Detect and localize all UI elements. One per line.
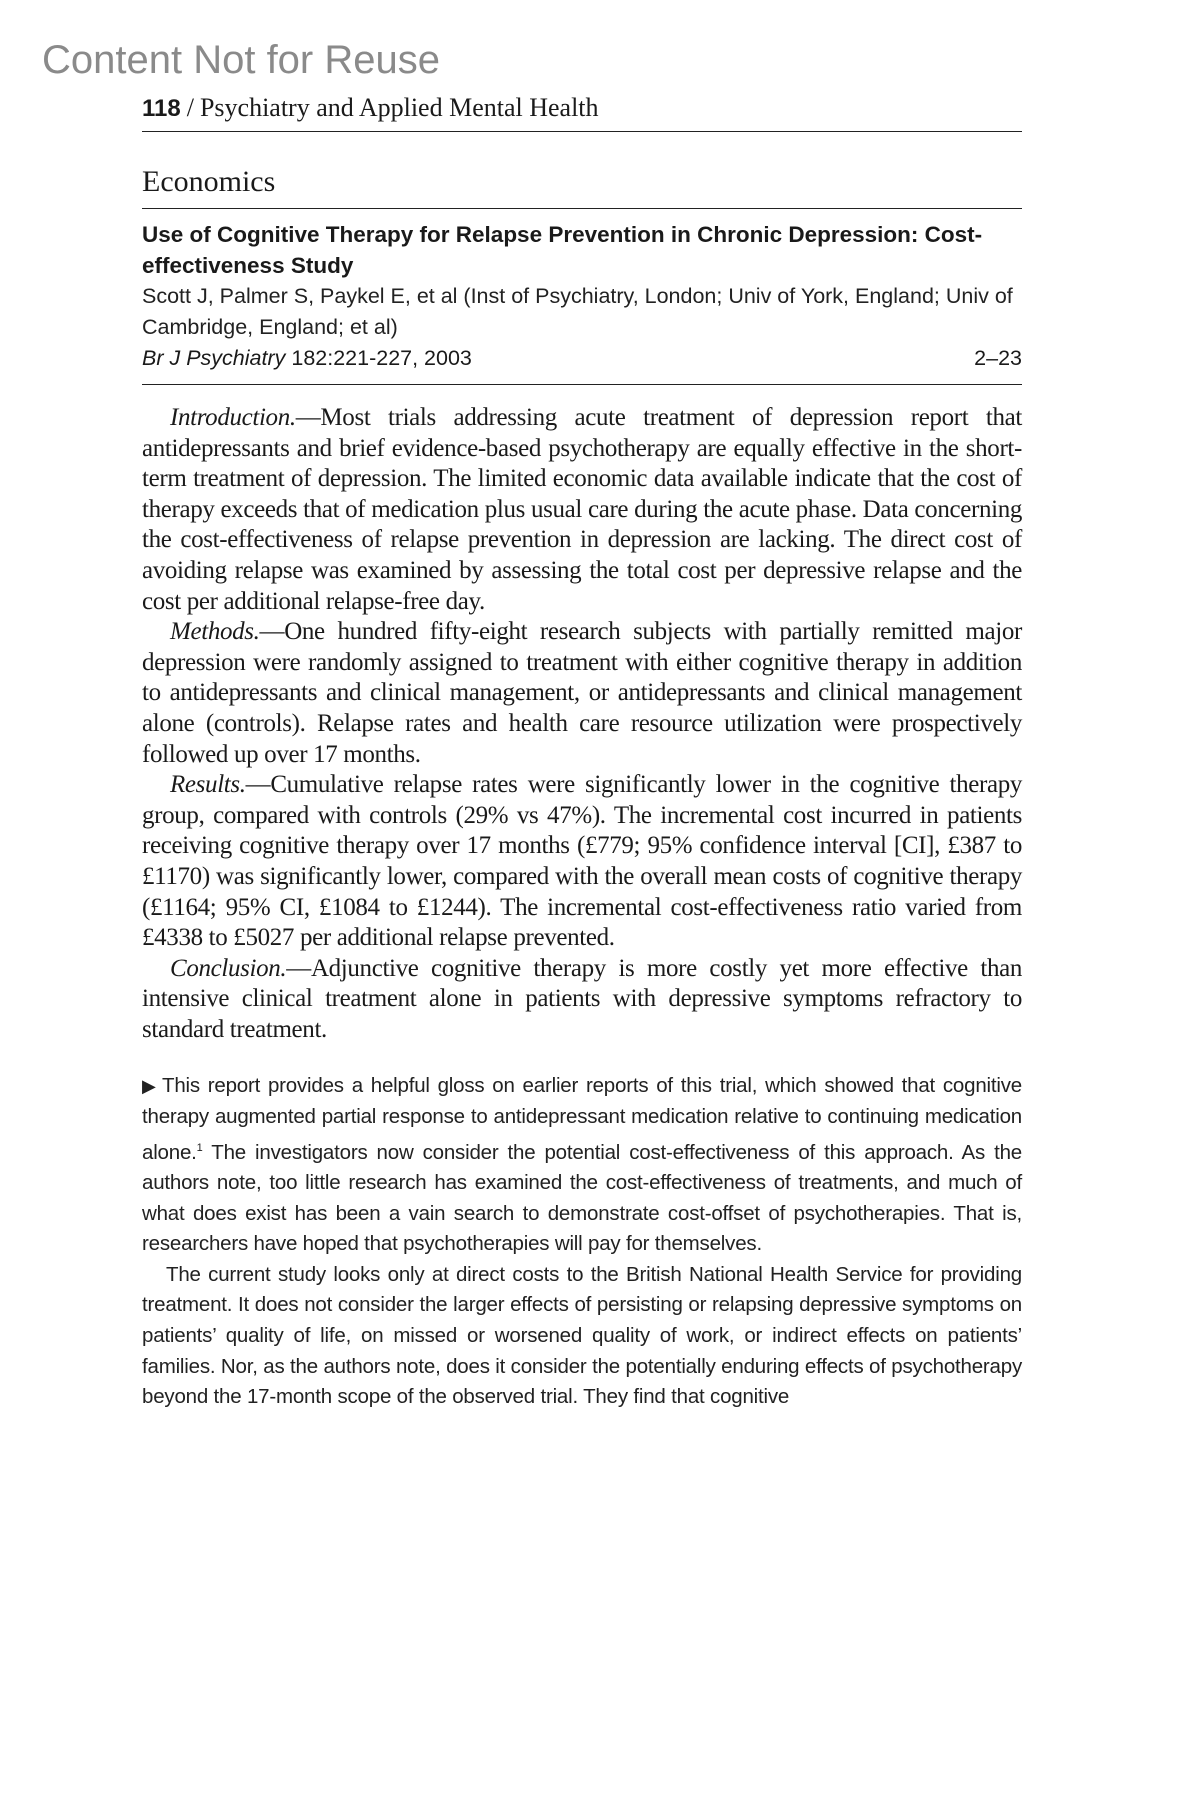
commentary-text-1b: The investigators now consider the potential cost-effectiveness of this approach. As the authors note, too little research has examined the cost-effectiveness of treatments, and much of what does exist has been a vain search to demonstrate cost-offset of psychotherapies. That is, researchers have hoped that psychotherapies will pay for themselves.	[142, 1140, 1022, 1256]
citation-row	[142, 343, 1022, 385]
article-authors: Scott J, Palmer S, Paykel E, et al (Inst of Psychiatry, London; Univ of York, England; Univ of Cambridge, England; et al)	[142, 284, 1013, 339]
page-number: 118	[142, 95, 181, 122]
abstract-results	[142, 770, 1022, 954]
commentary	[142, 1071, 1022, 1412]
conclusion-text: —Adjunctive cognitive therapy is more costly yet more effective than intensive clinical treatment alone in patients with depressive symptoms refractory to standard treatment.	[142, 954, 1022, 1043]
abstract-methods	[142, 617, 1022, 770]
article-header	[142, 219, 1022, 385]
watermark: Content Not for Reuse	[42, 38, 440, 82]
citation	[142, 343, 472, 374]
results-label: Results.	[170, 771, 246, 799]
right-triangle-bullet-icon: ▶	[142, 1076, 158, 1097]
abstract-introduction	[142, 403, 1022, 617]
running-head	[142, 88, 1022, 132]
commentary-text-1a: This report provides a helpful gloss on earlier reports of this trial, which showed that cognitive therapy augmented partial response to antidepressant medication relative to continuing medication alone.	[142, 1074, 1022, 1164]
conclusion-label: Conclusion.	[170, 954, 287, 982]
page	[142, 88, 1022, 1413]
abstract-conclusion	[142, 954, 1022, 1046]
footnote-ref: 1	[196, 1141, 203, 1154]
introduction-label: Introduction.	[170, 404, 296, 431]
introduction-text: —Most trials addressing acute treatment of depression report that antidepressants and brief evidence-based psychotherapy are equally effective in the short-term treatment of depression. The limited economic data available indicate that the cost of therapy exceeds that of medication plus usual care during the acute phase. Data concerning the cost-effectiveness of relapse prevention in depression are lacking. The direct cost of avoiding relapse was examined by assessing the total cost per depressive relapse and the cost per additional relapse-free day.	[142, 404, 1022, 615]
article-title: Use of Cognitive Therapy for Relapse Prevention in Chronic Depression: Cost-effectiveness Study	[142, 222, 983, 278]
methods-label: Methods.	[170, 618, 260, 646]
section-title: Economics	[142, 162, 1022, 209]
methods-text: —One hundred fifty-eight research subjects with partially remitted major depression were randomly assigned to treatment with either cognitive therapy in addition to antidepressants and clinical management, or antidepressants and clinical management alone (controls). Relapse rates and health care resource utilization were prospectively followed up over 17 months.	[142, 618, 1022, 768]
commentary-paragraph-1	[142, 1071, 1022, 1259]
running-head-separator: /	[186, 93, 194, 122]
results-text: —Cumulative relapse rates were significantly lower in the cognitive therapy group, compared with controls (29% vs 47%). The incremental cost incurred in patients receiving cognitive therapy over 17 months (£779; 95% confidence interval [CI], £387 to £1170) was significantly lower, compared with the overall mean costs of cognitive therapy (£1164; 95% CI, £1084 to £1244). The incremental cost-effectiveness ratio varied from £4338 to £5027 per additional relapse prevented.	[142, 771, 1022, 952]
commentary-paragraph-2: The current study looks only at direct costs to the British National Health Service for providing treatment. It does not consider the larger effects of persisting or relapsing depressive symptoms on patients’ quality of life, on missed or worsened quality of work, or indirect effects on patients’ families. Nor, as the authors note, does it consider the potentially enduring effects of psychotherapy beyond the 17-month scope of the observed trial. They find that cognitive	[142, 1262, 1022, 1409]
article-code: 2–23	[974, 346, 1022, 370]
citation-details: 182:221-227, 2003	[291, 346, 472, 370]
journal-title: Psychiatry and Applied Mental Health	[199, 93, 599, 122]
abstract	[142, 403, 1022, 1045]
journal-name: Br J Psychiatry	[142, 346, 286, 370]
